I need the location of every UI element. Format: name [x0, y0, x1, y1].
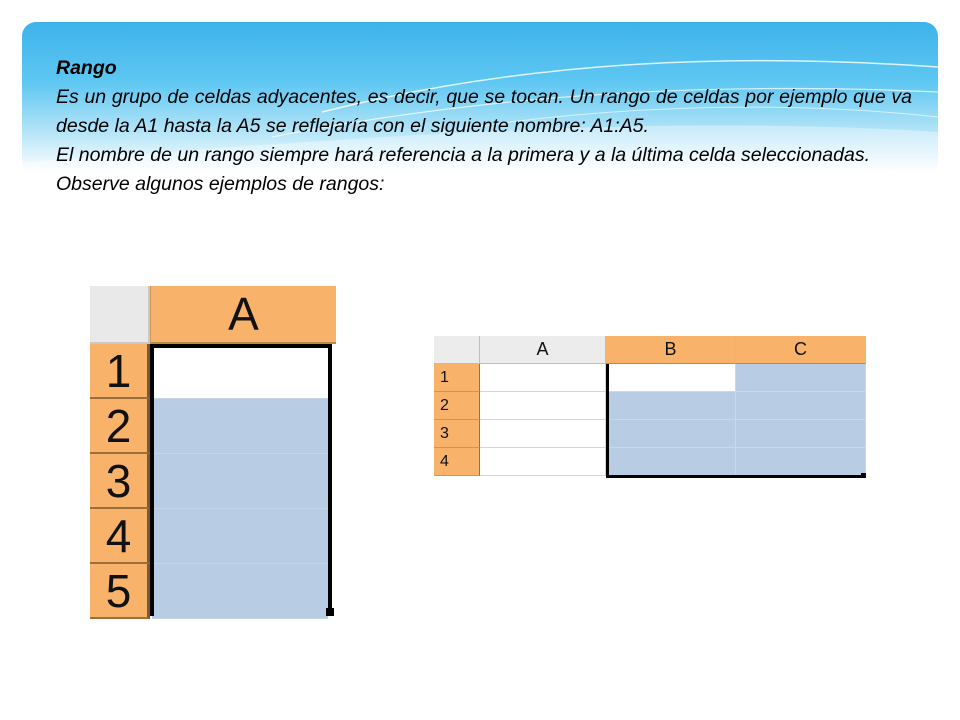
row-header: 3 — [434, 420, 480, 448]
row-header: 5 — [90, 564, 150, 619]
column-header-a: A — [150, 286, 336, 344]
cell-a1 — [480, 364, 606, 392]
range-example-b1-c4 — [434, 336, 866, 480]
select-all-corner — [90, 286, 150, 344]
row-header: 1 — [434, 364, 480, 392]
content-text — [56, 54, 912, 199]
paragraph-reference: El nombre de un rango siempre hará referencia a la primera y a la última celda seleccionadas. — [56, 144, 871, 166]
row-header: 4 — [434, 448, 480, 476]
range-example-a1-a5 — [90, 286, 336, 616]
row-header: 2 — [434, 392, 480, 420]
column-header-c: C — [736, 336, 866, 364]
paragraph-definition: Es un grupo de celdas adyacentes, es decir, que se tocan. Un rango de celdas por ejemplo que va desde la A1 hasta la A5 se reflejaría con el siguiente nombre: A1:A5. — [56, 86, 912, 137]
cell-a3 — [480, 420, 606, 448]
cell-a4 — [480, 448, 606, 476]
section-title: Rango — [56, 57, 117, 79]
selection-border — [150, 344, 332, 616]
row-header: 2 — [90, 399, 150, 454]
row-header: 3 — [90, 454, 150, 509]
selection-border — [606, 364, 866, 478]
column-header-a: A — [480, 336, 606, 364]
fill-handle — [861, 473, 866, 478]
paragraph-examples-intro: Observe algunos ejemplos de rangos: — [56, 173, 385, 195]
fill-handle — [326, 608, 334, 616]
cell-a2 — [480, 392, 606, 420]
select-all-corner — [434, 336, 480, 364]
column-header-b: B — [606, 336, 736, 364]
row-header: 4 — [90, 509, 150, 564]
row-header: 1 — [90, 344, 150, 399]
